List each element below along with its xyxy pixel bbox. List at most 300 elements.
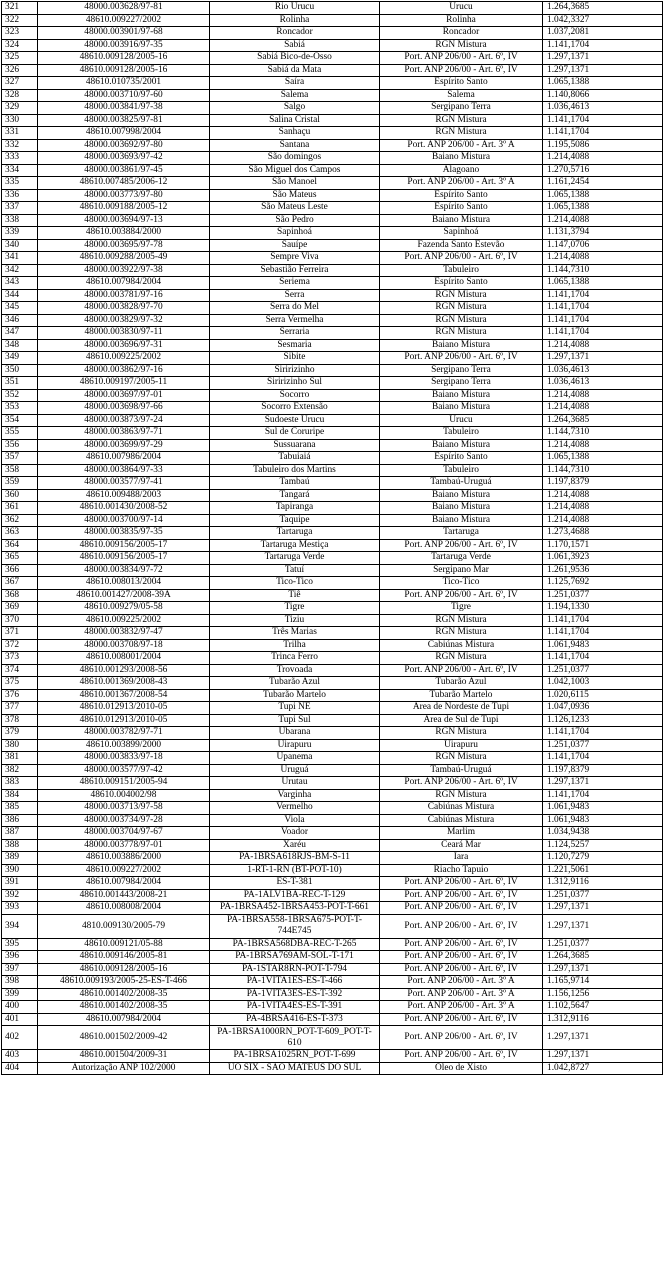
reference-cell: Port. ANP 206/00 - Art. 3º A bbox=[380, 139, 543, 152]
price-value-cell: 1.141,1704 bbox=[543, 727, 663, 740]
reference-cell: Tambaú-Uruguá bbox=[380, 764, 543, 777]
price-value-cell: 1.214,4088 bbox=[543, 489, 663, 502]
reference-cell: Tubarão Azul bbox=[380, 677, 543, 690]
price-value-cell: 1.061,9483 bbox=[543, 802, 663, 815]
process-number-cell: 48000.003778/97-01 bbox=[38, 839, 210, 852]
process-number-cell: 48000.003862/97-16 bbox=[38, 364, 210, 377]
reference-cell: Port. ANP 206/00 - Art. 6º, IV bbox=[380, 877, 543, 890]
process-number-cell: 48610.007984/2004 bbox=[38, 877, 210, 890]
field-name-cell: São Pedro bbox=[210, 214, 380, 227]
process-number-cell: 48610.007984/2004 bbox=[38, 277, 210, 290]
row-number-cell: 404 bbox=[2, 1062, 38, 1075]
price-value-cell: 1.214,4088 bbox=[543, 439, 663, 452]
reference-cell: Port. ANP 206/00 - Art. 6º, IV bbox=[380, 539, 543, 552]
table-row bbox=[2, 777, 663, 790]
field-name-cell: Sussuarana bbox=[210, 439, 380, 452]
price-value-cell: 1.264,3685 bbox=[543, 414, 663, 427]
process-number-cell: 48610.009279/05-58 bbox=[38, 602, 210, 615]
process-number-cell: 48000.003825/97-81 bbox=[38, 114, 210, 127]
table-row bbox=[2, 127, 663, 140]
process-number-cell: 48000.003697/97-01 bbox=[38, 389, 210, 402]
field-name-cell: Sudoeste Urucu bbox=[210, 414, 380, 427]
table-row bbox=[2, 764, 663, 777]
field-name-cell: Tartaruga Mestiça bbox=[210, 539, 380, 552]
row-number-cell: 385 bbox=[2, 802, 38, 815]
reference-cell: RGN Mistura bbox=[380, 327, 543, 340]
table-row bbox=[2, 739, 663, 752]
price-value-cell: 1.297,1371 bbox=[543, 902, 663, 915]
price-value-cell: 1.214,4088 bbox=[543, 402, 663, 415]
process-number-cell: 48610.009188/2005-12 bbox=[38, 202, 210, 215]
field-name-cell: Salina Cristal bbox=[210, 114, 380, 127]
price-value-cell: 1.312,9116 bbox=[543, 1013, 663, 1026]
field-name-cell: Seriema bbox=[210, 277, 380, 290]
table-row bbox=[2, 752, 663, 765]
row-number-cell: 401 bbox=[2, 1013, 38, 1026]
reference-cell: Urucu bbox=[380, 2, 543, 15]
reference-cell: Port. ANP 206/00 - Art. 6º, IV bbox=[380, 938, 543, 951]
table-row bbox=[2, 114, 663, 127]
price-value-cell: 1.195,5086 bbox=[543, 139, 663, 152]
price-value-cell: 1.141,1704 bbox=[543, 289, 663, 302]
reference-cell: Tubarão Martelo bbox=[380, 689, 543, 702]
field-name-cell: Serraria bbox=[210, 327, 380, 340]
row-number-cell: 338 bbox=[2, 214, 38, 227]
field-name-cell: São Manoel bbox=[210, 177, 380, 190]
field-name-cell: Tico-Tico bbox=[210, 577, 380, 590]
reference-cell: RGN Mistura bbox=[380, 127, 543, 140]
price-value-cell: 1.120,7279 bbox=[543, 852, 663, 865]
table-row bbox=[2, 327, 663, 340]
field-name-cell: UO SIX - SÃO MATEUS DO SUL bbox=[210, 1062, 380, 1075]
row-number-cell: 384 bbox=[2, 789, 38, 802]
price-value-cell: 1.061,9483 bbox=[543, 814, 663, 827]
field-name-cell: PA-1BRSA452-1BRSA453-POT-T-661 bbox=[210, 902, 380, 915]
reference-cell: Ceará Mar bbox=[380, 839, 543, 852]
price-value-cell: 1.156,1256 bbox=[543, 988, 663, 1001]
price-value-cell: 1.251,0377 bbox=[543, 589, 663, 602]
reference-cell: RGN Mistura bbox=[380, 302, 543, 315]
row-number-cell: 379 bbox=[2, 727, 38, 740]
field-name-cell: Sabiá Bico-de-Osso bbox=[210, 52, 380, 65]
row-number-cell: 378 bbox=[2, 714, 38, 727]
table-row bbox=[2, 852, 663, 865]
table-row bbox=[2, 963, 663, 976]
reference-cell: Tico-Tico bbox=[380, 577, 543, 590]
table-row bbox=[2, 189, 663, 202]
process-number-cell: 48610.009146/2005-81 bbox=[38, 951, 210, 964]
row-number-cell: 340 bbox=[2, 239, 38, 252]
row-number-cell: 368 bbox=[2, 589, 38, 602]
table-row bbox=[2, 1026, 663, 1050]
process-number-cell: 48610.009288/2005-49 bbox=[38, 252, 210, 265]
process-number-cell: 48610.009156/2005-17 bbox=[38, 552, 210, 565]
process-number-cell: 48000.003699/97-29 bbox=[38, 439, 210, 452]
table-row bbox=[2, 614, 663, 627]
field-name-cell: Uirapuru bbox=[210, 739, 380, 752]
process-number-cell: 48000.003695/97-78 bbox=[38, 239, 210, 252]
row-number-cell: 355 bbox=[2, 427, 38, 440]
table-row bbox=[2, 214, 663, 227]
row-number-cell: 326 bbox=[2, 64, 38, 77]
price-value-cell: 1.251,0377 bbox=[543, 889, 663, 902]
process-number-cell: 48610.001369/2008-43 bbox=[38, 677, 210, 690]
field-name-cell: Siririzinho bbox=[210, 364, 380, 377]
field-name-cell: PA-1BRSA1000RN_POT-T-609_POT-T-610 bbox=[210, 1026, 380, 1050]
field-name-cell: Tigre bbox=[210, 602, 380, 615]
row-number-cell: 370 bbox=[2, 614, 38, 627]
price-value-cell: 1.141,1704 bbox=[543, 39, 663, 52]
price-value-cell: 1.102,5647 bbox=[543, 1001, 663, 1014]
price-value-cell: 1.034,9438 bbox=[543, 827, 663, 840]
process-number-cell: 48000.003829/97-32 bbox=[38, 314, 210, 327]
table-row bbox=[2, 439, 663, 452]
price-value-cell: 1.165,9714 bbox=[543, 976, 663, 989]
table-row bbox=[2, 702, 663, 715]
price-value-cell: 1.221,5061 bbox=[543, 864, 663, 877]
process-number-cell: 48610.001367/2008-54 bbox=[38, 689, 210, 702]
reference-cell: Sergipano Terra bbox=[380, 102, 543, 115]
field-name-cell: Serra do Mel bbox=[210, 302, 380, 315]
table-row bbox=[2, 814, 663, 827]
price-value-cell: 1.161,2454 bbox=[543, 177, 663, 190]
price-table-body bbox=[2, 2, 663, 1075]
table-row bbox=[2, 539, 663, 552]
price-value-cell: 1.251,0377 bbox=[543, 938, 663, 951]
table-row bbox=[2, 339, 663, 352]
field-name-cell: PA-1ALV1BA-REC-T-129 bbox=[210, 889, 380, 902]
reference-cell: Rolinha bbox=[380, 14, 543, 27]
row-number-cell: 383 bbox=[2, 777, 38, 790]
process-number-cell: 48000.003828/97-70 bbox=[38, 302, 210, 315]
reference-cell: Port. ANP 206/00 - Art. 6º, IV bbox=[380, 777, 543, 790]
row-number-cell: 380 bbox=[2, 739, 38, 752]
table-row bbox=[2, 27, 663, 40]
reference-cell: Alagoano bbox=[380, 164, 543, 177]
field-name-cell: PA-1BRSA568DBA-REC-T-265 bbox=[210, 938, 380, 951]
table-row bbox=[2, 227, 663, 240]
process-number-cell: 48610.008013/2004 bbox=[38, 577, 210, 590]
table-row bbox=[2, 589, 663, 602]
row-number-cell: 360 bbox=[2, 489, 38, 502]
reference-cell: RGN Mistura bbox=[380, 752, 543, 765]
reference-cell: Cabiúnas Mistura bbox=[380, 814, 543, 827]
table-row bbox=[2, 577, 663, 590]
reference-cell: Espírito Santo bbox=[380, 189, 543, 202]
process-number-cell: 48610.001293/2008-56 bbox=[38, 664, 210, 677]
row-number-cell: 347 bbox=[2, 327, 38, 340]
reference-cell: Espírito Santo bbox=[380, 202, 543, 215]
field-name-cell: Tambaú bbox=[210, 477, 380, 490]
reference-cell: RGN Mistura bbox=[380, 314, 543, 327]
process-number-cell: 48610.007485/2006-12 bbox=[38, 177, 210, 190]
row-number-cell: 327 bbox=[2, 77, 38, 90]
process-number-cell: 48000.003781/97-16 bbox=[38, 289, 210, 302]
table-row bbox=[2, 352, 663, 365]
reference-cell: Baiano Mistura bbox=[380, 214, 543, 227]
price-value-cell: 1.141,1704 bbox=[543, 752, 663, 765]
field-name-cell: Sebastião Ferreira bbox=[210, 264, 380, 277]
table-row bbox=[2, 14, 663, 27]
row-number-cell: 397 bbox=[2, 963, 38, 976]
price-value-cell: 1.261,9536 bbox=[543, 564, 663, 577]
price-value-cell: 1.125,7692 bbox=[543, 577, 663, 590]
process-number-cell: 48610.007998/2004 bbox=[38, 127, 210, 140]
reference-cell: RGN Mistura bbox=[380, 114, 543, 127]
price-value-cell: 1.065,1388 bbox=[543, 77, 663, 90]
table-row bbox=[2, 864, 663, 877]
reference-cell: Port. ANP 206/00 - Art. 6º, IV bbox=[380, 64, 543, 77]
table-row bbox=[2, 477, 663, 490]
reference-cell: Salema bbox=[380, 89, 543, 102]
table-row bbox=[2, 1013, 663, 1026]
row-number-cell: 329 bbox=[2, 102, 38, 115]
table-row bbox=[2, 902, 663, 915]
table-row bbox=[2, 64, 663, 77]
row-number-cell: 400 bbox=[2, 1001, 38, 1014]
reference-cell: Cabiúnas Mistura bbox=[380, 639, 543, 652]
price-value-cell: 1.251,0377 bbox=[543, 739, 663, 752]
field-name-cell: Voador bbox=[210, 827, 380, 840]
price-value-cell: 1.065,1388 bbox=[543, 452, 663, 465]
table-row bbox=[2, 77, 663, 90]
table-row bbox=[2, 139, 663, 152]
price-value-cell: 1.270,5716 bbox=[543, 164, 663, 177]
field-name-cell: PA-1BRSA769AM-SOL-T-171 bbox=[210, 951, 380, 964]
price-value-cell: 1.214,4088 bbox=[543, 339, 663, 352]
reference-cell: Óleo de Xisto bbox=[380, 1062, 543, 1075]
reference-cell: Tartaruga Verde bbox=[380, 552, 543, 565]
price-table bbox=[1, 1, 663, 1075]
row-number-cell: 388 bbox=[2, 839, 38, 852]
row-number-cell: 335 bbox=[2, 177, 38, 190]
row-number-cell: 402 bbox=[2, 1026, 38, 1050]
table-row bbox=[2, 639, 663, 652]
field-name-cell: Três Marias bbox=[210, 627, 380, 640]
table-row bbox=[2, 652, 663, 665]
process-number-cell: 48000.003901/97-68 bbox=[38, 27, 210, 40]
process-number-cell: 48610.008008/2004 bbox=[38, 902, 210, 915]
reference-cell: Cabiúnas Mistura bbox=[380, 802, 543, 815]
table-row bbox=[2, 951, 663, 964]
price-value-cell: 1.141,1704 bbox=[543, 114, 663, 127]
table-row bbox=[2, 277, 663, 290]
field-name-cell: PA-1VITA1ES-ES-T-466 bbox=[210, 976, 380, 989]
row-number-cell: 328 bbox=[2, 89, 38, 102]
reference-cell: Tambaú-Uruguá bbox=[380, 477, 543, 490]
field-name-cell: São domingos bbox=[210, 152, 380, 165]
row-number-cell: 343 bbox=[2, 277, 38, 290]
process-number-cell: 48000.003704/97-67 bbox=[38, 827, 210, 840]
reference-cell: RGN Mistura bbox=[380, 627, 543, 640]
reference-cell: Urucu bbox=[380, 414, 543, 427]
table-row bbox=[2, 664, 663, 677]
field-name-cell: Uruguá bbox=[210, 764, 380, 777]
field-name-cell: Tatuí bbox=[210, 564, 380, 577]
price-value-cell: 1.264,3685 bbox=[543, 951, 663, 964]
reference-cell: Riacho Tapuio bbox=[380, 864, 543, 877]
field-name-cell: Tabuiaiá bbox=[210, 452, 380, 465]
reference-cell: RGN Mistura bbox=[380, 727, 543, 740]
reference-cell: Port. ANP 206/00 - Art. 3º A bbox=[380, 1001, 543, 1014]
reference-cell: Port. ANP 206/00 - Art. 6º, IV bbox=[380, 914, 543, 938]
process-number-cell: 48000.003916/97-35 bbox=[38, 39, 210, 52]
reference-cell: Port. ANP 206/00 - Art. 3º A bbox=[380, 988, 543, 1001]
table-row bbox=[2, 464, 663, 477]
process-number-cell: 48000.003708/97-18 bbox=[38, 639, 210, 652]
field-name-cell: Socorro Extensão bbox=[210, 402, 380, 415]
price-value-cell: 1.197,8379 bbox=[543, 764, 663, 777]
field-name-cell: PA-1BRSA1025RN_POT-T-699 bbox=[210, 1050, 380, 1063]
price-value-cell: 1.312,9116 bbox=[543, 877, 663, 890]
table-row bbox=[2, 427, 663, 440]
field-name-cell: Tiê bbox=[210, 589, 380, 602]
reference-cell: Port. ANP 206/00 - Art. 6º, IV bbox=[380, 1026, 543, 1050]
process-number-cell: 48000.003713/97-58 bbox=[38, 802, 210, 815]
price-value-cell: 1.141,1704 bbox=[543, 327, 663, 340]
reference-cell: Baiano Mistura bbox=[380, 389, 543, 402]
price-value-cell: 1.297,1371 bbox=[543, 1026, 663, 1050]
table-row bbox=[2, 627, 663, 640]
table-row bbox=[2, 727, 663, 740]
process-number-cell: 48610.009488/2003 bbox=[38, 489, 210, 502]
process-number-cell: 48000.003700/97-14 bbox=[38, 514, 210, 527]
row-number-cell: 364 bbox=[2, 539, 38, 552]
table-row bbox=[2, 289, 663, 302]
process-number-cell: 48610.001504/2009-31 bbox=[38, 1050, 210, 1063]
table-row bbox=[2, 364, 663, 377]
price-value-cell: 1.131,3794 bbox=[543, 227, 663, 240]
price-value-cell: 1.126,1233 bbox=[543, 714, 663, 727]
reference-cell: Área de Nordeste de Tupi bbox=[380, 702, 543, 715]
process-number-cell: 48000.003577/97-41 bbox=[38, 477, 210, 490]
row-number-cell: 341 bbox=[2, 252, 38, 265]
process-number-cell: 48000.003833/97-18 bbox=[38, 752, 210, 765]
process-number-cell: 48610.001502/2009-42 bbox=[38, 1026, 210, 1050]
process-number-cell: 48610.010735/2001 bbox=[38, 77, 210, 90]
price-value-cell: 1.065,1388 bbox=[543, 202, 663, 215]
process-number-cell: 48000.003922/97-38 bbox=[38, 264, 210, 277]
price-value-cell: 1.214,4088 bbox=[543, 502, 663, 515]
price-value-cell: 1.297,1371 bbox=[543, 52, 663, 65]
field-name-cell: Tartaruga Verde bbox=[210, 552, 380, 565]
process-number-cell: 48610.009128/2005-16 bbox=[38, 963, 210, 976]
price-value-cell: 1.141,1704 bbox=[543, 314, 663, 327]
process-number-cell: 48610.007984/2004 bbox=[38, 1013, 210, 1026]
process-number-cell: 48610.009193/2005-25-ES-T-466 bbox=[38, 976, 210, 989]
reference-cell: Port. ANP 206/00 - Art. 3º A bbox=[380, 177, 543, 190]
price-value-cell: 1.042,3327 bbox=[543, 14, 663, 27]
field-name-cell: Salema bbox=[210, 89, 380, 102]
row-number-cell: 332 bbox=[2, 139, 38, 152]
row-number-cell: 351 bbox=[2, 377, 38, 390]
row-number-cell: 396 bbox=[2, 951, 38, 964]
field-name-cell: PA-4BRSA416-ES-T-373 bbox=[210, 1013, 380, 1026]
process-number-cell: 48000.003698/97-66 bbox=[38, 402, 210, 415]
table-row bbox=[2, 564, 663, 577]
price-value-cell: 1.144,7310 bbox=[543, 427, 663, 440]
price-value-cell: 1.140,8066 bbox=[543, 89, 663, 102]
table-row bbox=[2, 677, 663, 690]
row-number-cell: 359 bbox=[2, 477, 38, 490]
table-row bbox=[2, 264, 663, 277]
field-name-cell: Serra Vermelha bbox=[210, 314, 380, 327]
row-number-cell: 398 bbox=[2, 976, 38, 989]
table-row bbox=[2, 302, 663, 315]
price-value-cell: 1.147,0706 bbox=[543, 239, 663, 252]
price-value-cell: 1.047,0936 bbox=[543, 702, 663, 715]
field-name-cell: PA-1VITA4ES-ES-T-391 bbox=[210, 1001, 380, 1014]
reference-cell: Baiano Mistura bbox=[380, 514, 543, 527]
process-number-cell: 48610.012913/2010-05 bbox=[38, 702, 210, 715]
reference-cell: Port. ANP 206/00 - Art. 6º, IV bbox=[380, 664, 543, 677]
field-name-cell: Tangará bbox=[210, 489, 380, 502]
reference-cell: Sergipano Mar bbox=[380, 564, 543, 577]
row-number-cell: 345 bbox=[2, 302, 38, 315]
table-row bbox=[2, 52, 663, 65]
price-value-cell: 1.020,6115 bbox=[543, 689, 663, 702]
table-row bbox=[2, 1001, 663, 1014]
reference-cell: Port. ANP 206/00 - Art. 6º, IV bbox=[380, 252, 543, 265]
table-row bbox=[2, 314, 663, 327]
process-number-cell: 48610.012913/2010-05 bbox=[38, 714, 210, 727]
table-row bbox=[2, 689, 663, 702]
table-row bbox=[2, 602, 663, 615]
reference-cell: Tartaruga bbox=[380, 527, 543, 540]
table-row bbox=[2, 452, 663, 465]
table-row bbox=[2, 39, 663, 52]
row-number-cell: 376 bbox=[2, 689, 38, 702]
price-value-cell: 1.141,1704 bbox=[543, 627, 663, 640]
process-number-cell: 48000.003832/97-47 bbox=[38, 627, 210, 640]
reference-cell: Port. ANP 206/00 - Art. 6º, IV bbox=[380, 52, 543, 65]
row-number-cell: 403 bbox=[2, 1050, 38, 1063]
reference-cell: RGN Mistura bbox=[380, 289, 543, 302]
reference-cell: Baiano Mistura bbox=[380, 402, 543, 415]
field-name-cell: Sanhaçu bbox=[210, 127, 380, 140]
reference-cell: Espírito Santo bbox=[380, 77, 543, 90]
process-number-cell: 48000.003577/97-42 bbox=[38, 764, 210, 777]
row-number-cell: 382 bbox=[2, 764, 38, 777]
process-number-cell: 48000.003830/97-11 bbox=[38, 327, 210, 340]
price-value-cell: 1.036,4613 bbox=[543, 377, 663, 390]
field-name-cell: Tartaruga bbox=[210, 527, 380, 540]
process-number-cell: 48000.003864/97-33 bbox=[38, 464, 210, 477]
field-name-cell: Saíra bbox=[210, 77, 380, 90]
reference-cell: Baiano Mistura bbox=[380, 339, 543, 352]
row-number-cell: 330 bbox=[2, 114, 38, 127]
reference-cell: Baiano Mistura bbox=[380, 502, 543, 515]
field-name-cell: São Miguel dos Campos bbox=[210, 164, 380, 177]
row-number-cell: 336 bbox=[2, 189, 38, 202]
price-value-cell: 1.036,4613 bbox=[543, 102, 663, 115]
table-row bbox=[2, 527, 663, 540]
field-name-cell: Ubarana bbox=[210, 727, 380, 740]
process-number-cell: 48610.009156/2005-17 bbox=[38, 539, 210, 552]
table-row bbox=[2, 914, 663, 938]
field-name-cell: Tubarão Martelo bbox=[210, 689, 380, 702]
row-number-cell: 395 bbox=[2, 938, 38, 951]
price-value-cell: 1.273,4688 bbox=[543, 527, 663, 540]
process-number-cell: 48610.001402/2008-35 bbox=[38, 988, 210, 1001]
field-name-cell: Trinca Ferro bbox=[210, 652, 380, 665]
table-row bbox=[2, 102, 663, 115]
row-number-cell: 366 bbox=[2, 564, 38, 577]
reference-cell: RGN Mistura bbox=[380, 789, 543, 802]
table-row bbox=[2, 988, 663, 1001]
process-number-cell: 48000.003834/97-72 bbox=[38, 564, 210, 577]
process-number-cell: 48000.003628/97-81 bbox=[38, 2, 210, 15]
